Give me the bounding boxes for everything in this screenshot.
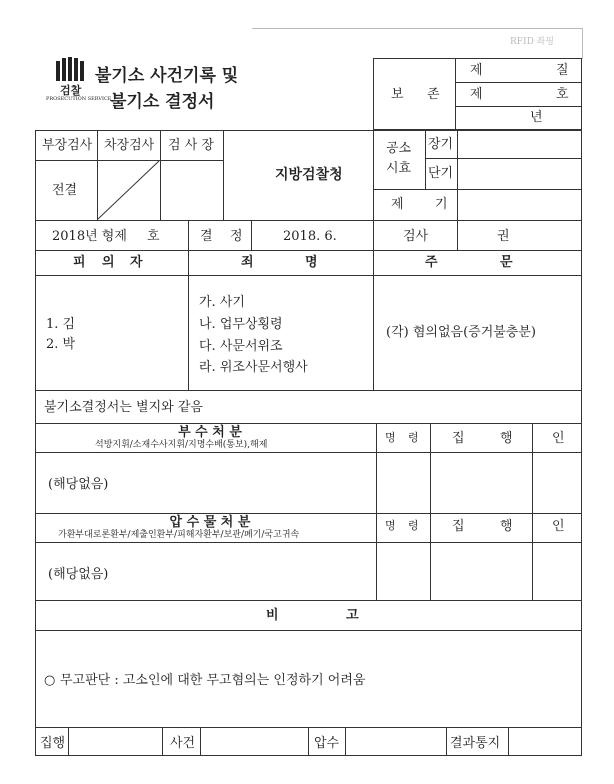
attachment-subtitle: 석방지휘/소재수사지휘/지명수배(통보),해제: [95, 440, 268, 450]
approval-col-3: 검 사 장: [168, 138, 214, 153]
statute-label-a: 공소: [386, 141, 412, 156]
attachment-seal: 인: [552, 431, 565, 446]
statute-short: 단기: [428, 166, 454, 181]
seizure-command-a: 명: [385, 519, 396, 532]
footer-case: 사건: [170, 736, 196, 751]
footer-exec: 집행: [40, 736, 66, 751]
preservation-label-2: 존: [427, 87, 440, 102]
order-header-2: 문: [500, 255, 513, 270]
case-number-a: 2018년 형제: [52, 229, 127, 244]
diagonal-strike: [97, 160, 160, 220]
prosecutor-name: 권: [497, 229, 510, 244]
attachment-command-a: 명: [385, 431, 396, 444]
statute-fourth-b: 기: [435, 197, 448, 212]
preservation-row1-a: 제: [470, 63, 483, 78]
seizure-exec-a: 집: [452, 519, 465, 534]
prosecutor-label: 검사: [403, 229, 429, 244]
preservation-row1-b: 질: [556, 63, 569, 78]
title-line-1: 불기소 사건기록 및: [95, 66, 239, 86]
suspect-2: 2. 박: [46, 337, 76, 352]
preservation-label-1: 보: [391, 87, 404, 102]
seizure-subtitle: 가환부대로론환부/제출인환부/피해자환부/보관/폐기/국고귀속: [58, 530, 300, 540]
attachment-exec-b: 행: [500, 431, 513, 446]
attachment-value: (해당없음): [48, 477, 109, 492]
prosecution-logo-icon: [56, 57, 86, 81]
logo-subtext: PROSECUTION SERVICE: [46, 96, 112, 102]
suspect-1: 1. 김: [46, 317, 76, 332]
charge-header-1: 죄: [241, 255, 254, 270]
order-header-1: 주: [425, 255, 438, 270]
remarks-title-b: 고: [346, 608, 359, 623]
suspect-header-3: 자: [130, 255, 143, 270]
decision-label-b: 정: [230, 229, 243, 244]
seizure-title: 압 수 물 처 분: [169, 515, 251, 530]
remarks-title-a: 비: [266, 608, 279, 623]
preservation-row3: 년: [530, 110, 543, 125]
seizure-seal: 인: [552, 519, 565, 534]
charge-2: 나. 업무상횡령: [199, 317, 283, 332]
charge-header-2: 명: [305, 255, 318, 270]
preservation-row2-b: 호: [556, 87, 569, 102]
approval-col-1: 부장검사: [42, 138, 93, 153]
seizure-exec-b: 행: [500, 519, 513, 534]
footer-notice: 결과통지: [450, 736, 501, 751]
seizure-command-b: 령: [408, 519, 419, 532]
statute-fourth-a: 제: [391, 197, 404, 212]
preservation-row2-a: 제: [470, 87, 483, 102]
charge-4: 라. 위조사문서행사: [199, 360, 308, 375]
remarks-text: 무고판단 : 고소인에 대한 무고혐의는 인정하기 어려움: [60, 673, 366, 688]
charge-3: 다. 사문서위조: [199, 339, 283, 354]
attachment-command-b: 령: [408, 431, 419, 444]
attachment-exec-a: 집: [452, 431, 465, 446]
approval-row-label: 전결: [52, 183, 78, 198]
case-number-b: 호: [147, 229, 160, 244]
title-line-2: 불기소 결정서: [110, 92, 215, 112]
order-text: (각) 혐의없음(증거불충분): [386, 325, 536, 340]
attachment-title: 부 수 처 분: [178, 425, 242, 440]
seizure-value: (해당없음): [48, 567, 109, 582]
statute-label-b: 시효: [386, 161, 412, 176]
statute-long: 장기: [428, 137, 454, 152]
decision-label-a: 결: [200, 229, 213, 244]
office-name: 지방검찰청: [275, 167, 343, 183]
charge-1: 가. 사기: [199, 295, 245, 310]
suspect-header-1: 피: [73, 255, 86, 270]
remarks-bullet: ○: [44, 673, 56, 688]
rfid-label: RFID 좌핑: [510, 37, 555, 47]
logo-text: 검찰: [60, 84, 82, 97]
decision-date: 2018. 6.: [283, 229, 337, 244]
note-line: 불기소결정서는 별지와 같음: [44, 400, 203, 415]
footer-seizure: 압수: [314, 736, 340, 751]
approval-col-2: 차장검사: [104, 138, 155, 153]
suspect-header-2: 의: [102, 255, 115, 270]
